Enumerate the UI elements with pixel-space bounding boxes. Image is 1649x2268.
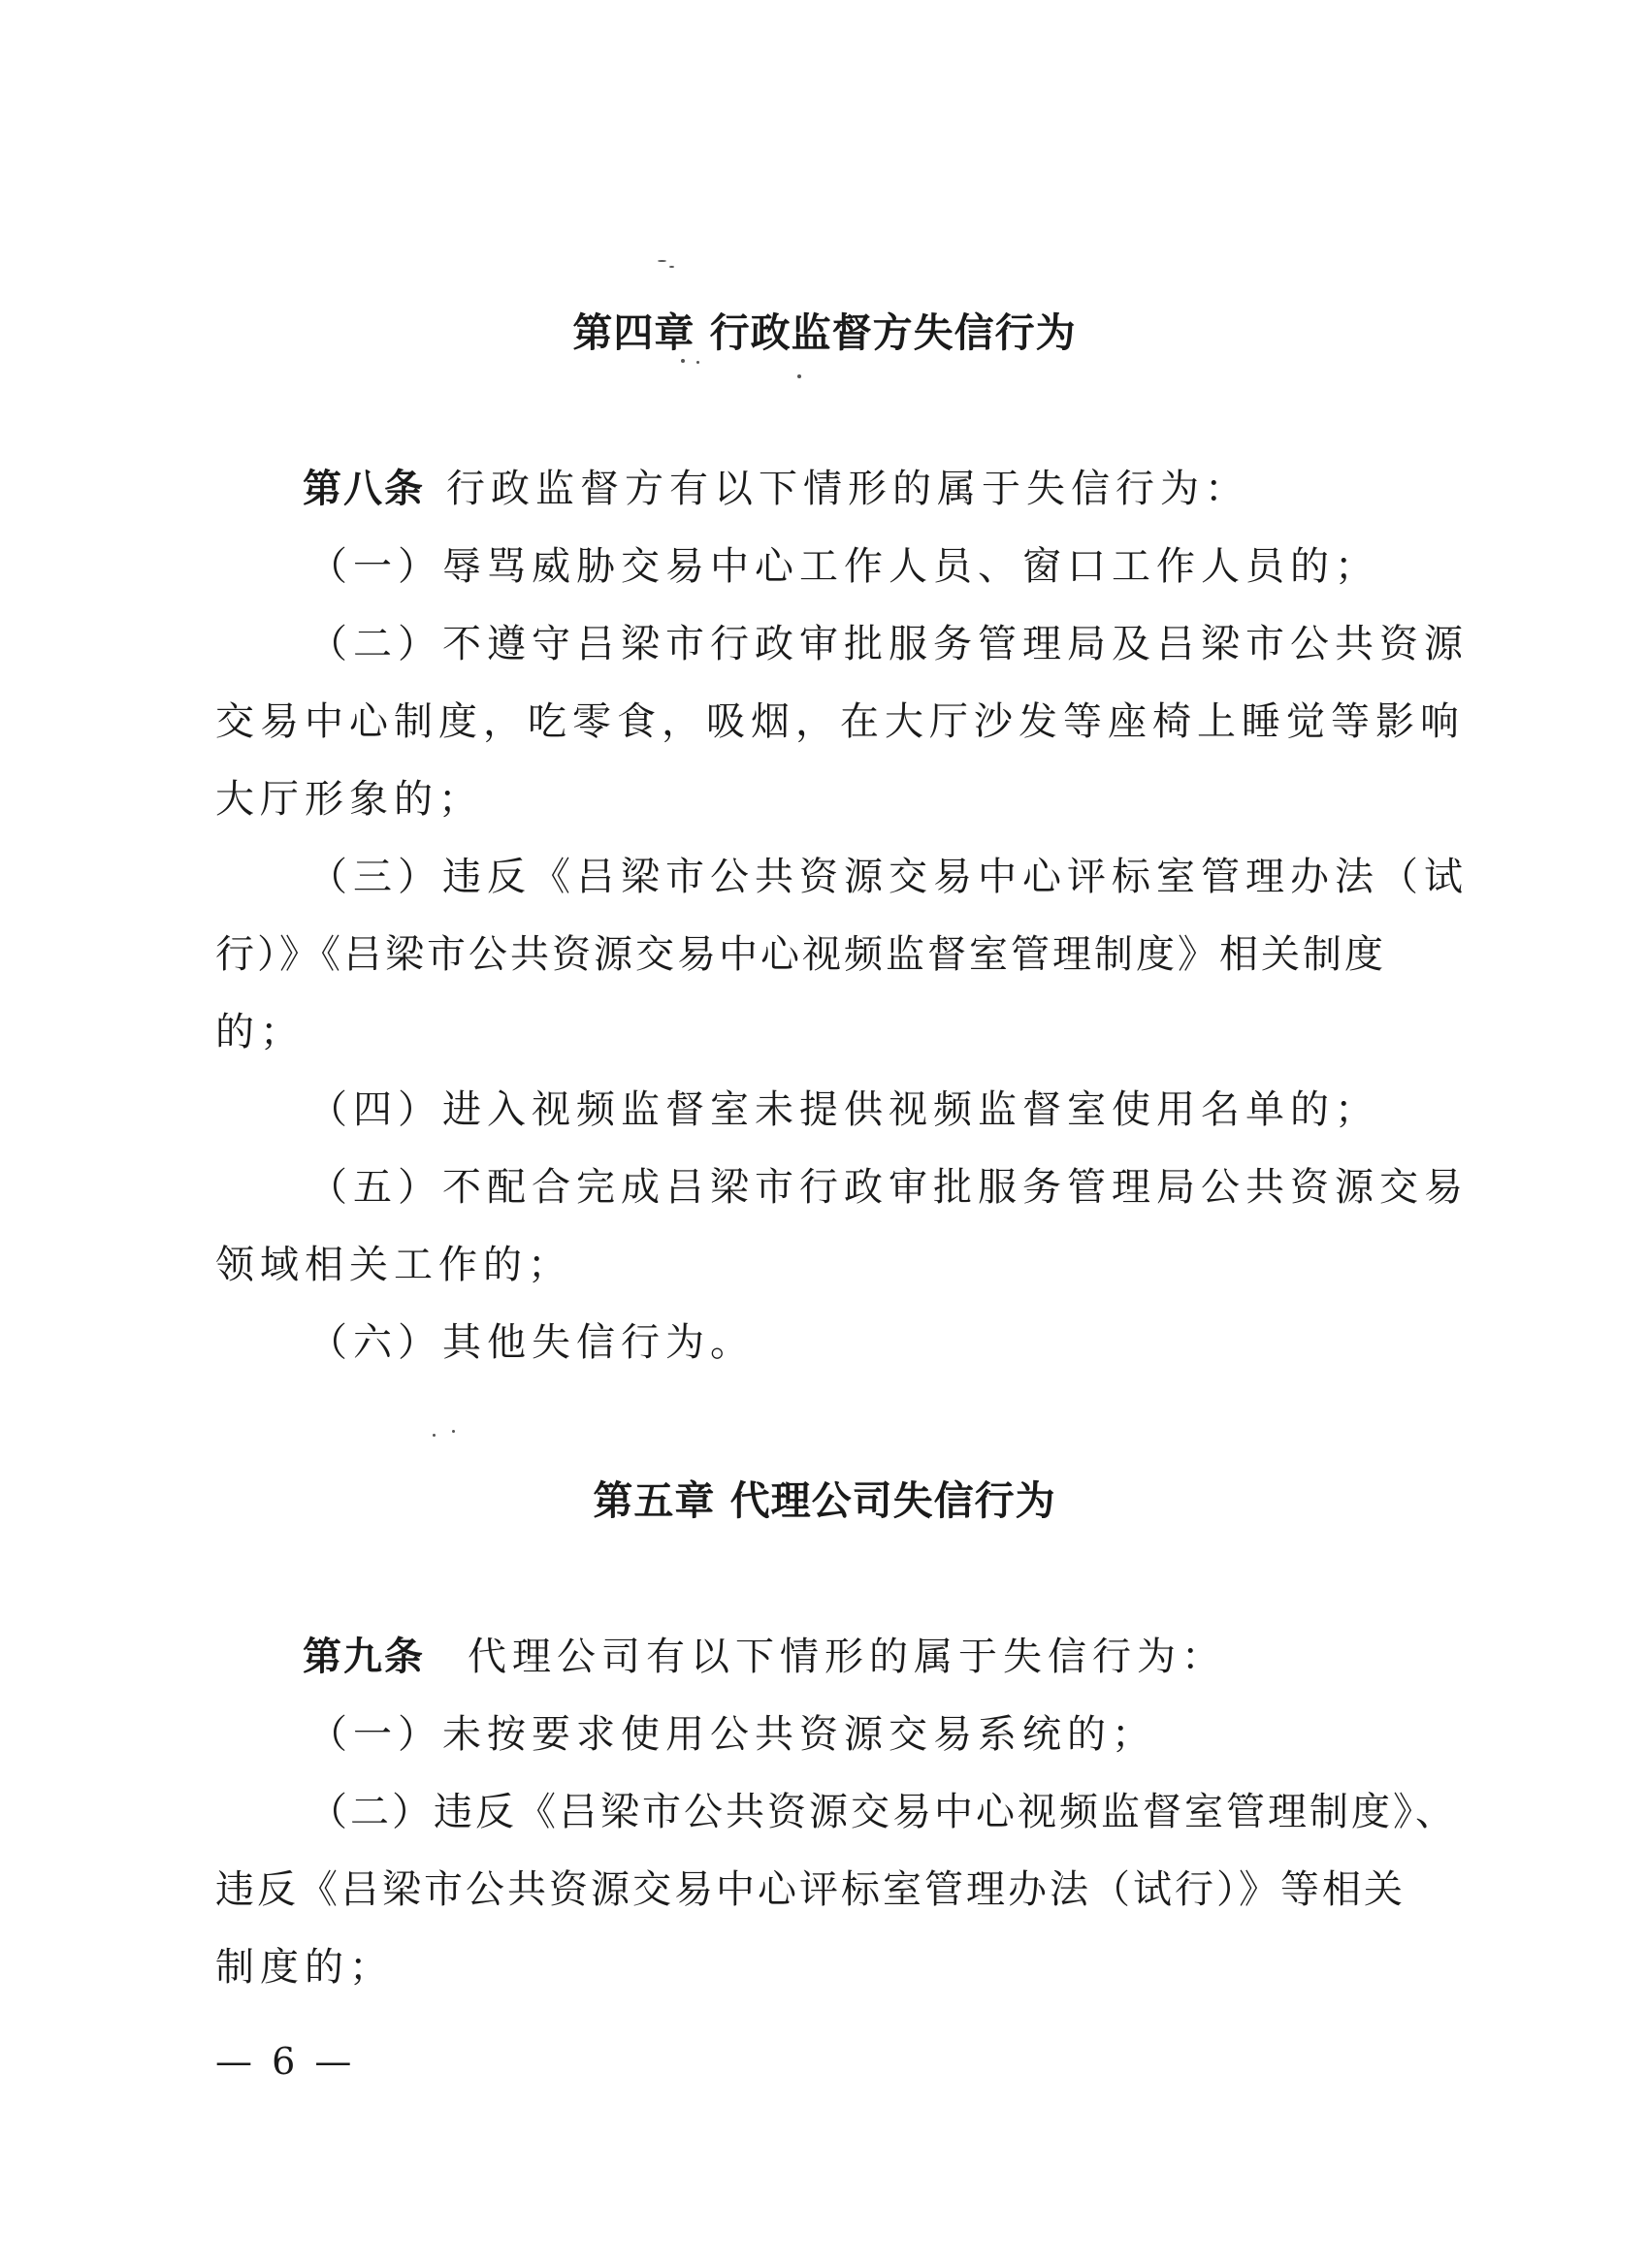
article-9-intro-text: 代理公司有以下情形的属于失信行为： [468, 1635, 1226, 1679]
chapter-4-heading: 第四章 行政监督方失信行为 [572, 309, 1077, 356]
article-8-line: 的； [215, 1010, 305, 1054]
article-8-line: 领域相关工作的； [215, 1243, 572, 1287]
article-9-line: 制度的； [215, 1945, 394, 1990]
article-8-line: （四）进入视频监督室未提供视频监督室使用名单的； [308, 1087, 1379, 1132]
scan-speck [669, 266, 674, 268]
article-8-line: （五）不配合完成吕梁市行政审批服务管理局公共资源交易 [308, 1165, 1469, 1210]
scan-speck [681, 359, 685, 363]
chapter-5-heading: 第五章 代理公司失信行为 [593, 1477, 1056, 1524]
article-8-line: 大厅形象的； [215, 777, 483, 822]
scan-speck [452, 1430, 455, 1433]
article-8-label: 第八条 [303, 467, 425, 511]
article-9-line: 违反《吕梁市公共资源交易中心评标室管理办法（试行）》等相关 [215, 1867, 1406, 1912]
article-8-line: （六）其他失信行为。 [308, 1320, 755, 1365]
article-9-line: （一）未按要求使用公共资源交易系统的； [308, 1712, 1156, 1757]
article-8-intro-text: 行政监督方有以下情形的属于失信行为： [446, 467, 1249, 511]
article-8-line: （二）不遵守吕梁市行政审批服务管理局及吕梁市公共资源 [308, 622, 1469, 666]
page-number: — 6 — [215, 2040, 356, 2083]
article-8-line: （一）辱骂威胁交易中心工作人员、窗口工作人员的； [308, 544, 1379, 589]
scan-speck [797, 374, 801, 378]
article-8-intro [303, 466, 1249, 512]
scan-speck [696, 361, 699, 364]
article-9-label: 第九条 [303, 1635, 425, 1679]
scan-speck [658, 260, 666, 262]
article-8-line: 交易中心制度，吃零食，吸烟，在大厅沙发等座椅上睡觉等影响 [215, 699, 1465, 744]
scan-speck [433, 1434, 436, 1437]
article-9-line: （二）违反《吕梁市公共资源交易中心视频监督室管理制度》、 [308, 1790, 1457, 1834]
article-9-intro [303, 1634, 1226, 1680]
article-8-line: 行）》《吕梁市公共资源交易中心视频监督室管理制度》相关制度 [215, 932, 1386, 977]
article-8-line: （三）违反《吕梁市公共资源交易中心评标室管理办法（试 [308, 855, 1469, 899]
